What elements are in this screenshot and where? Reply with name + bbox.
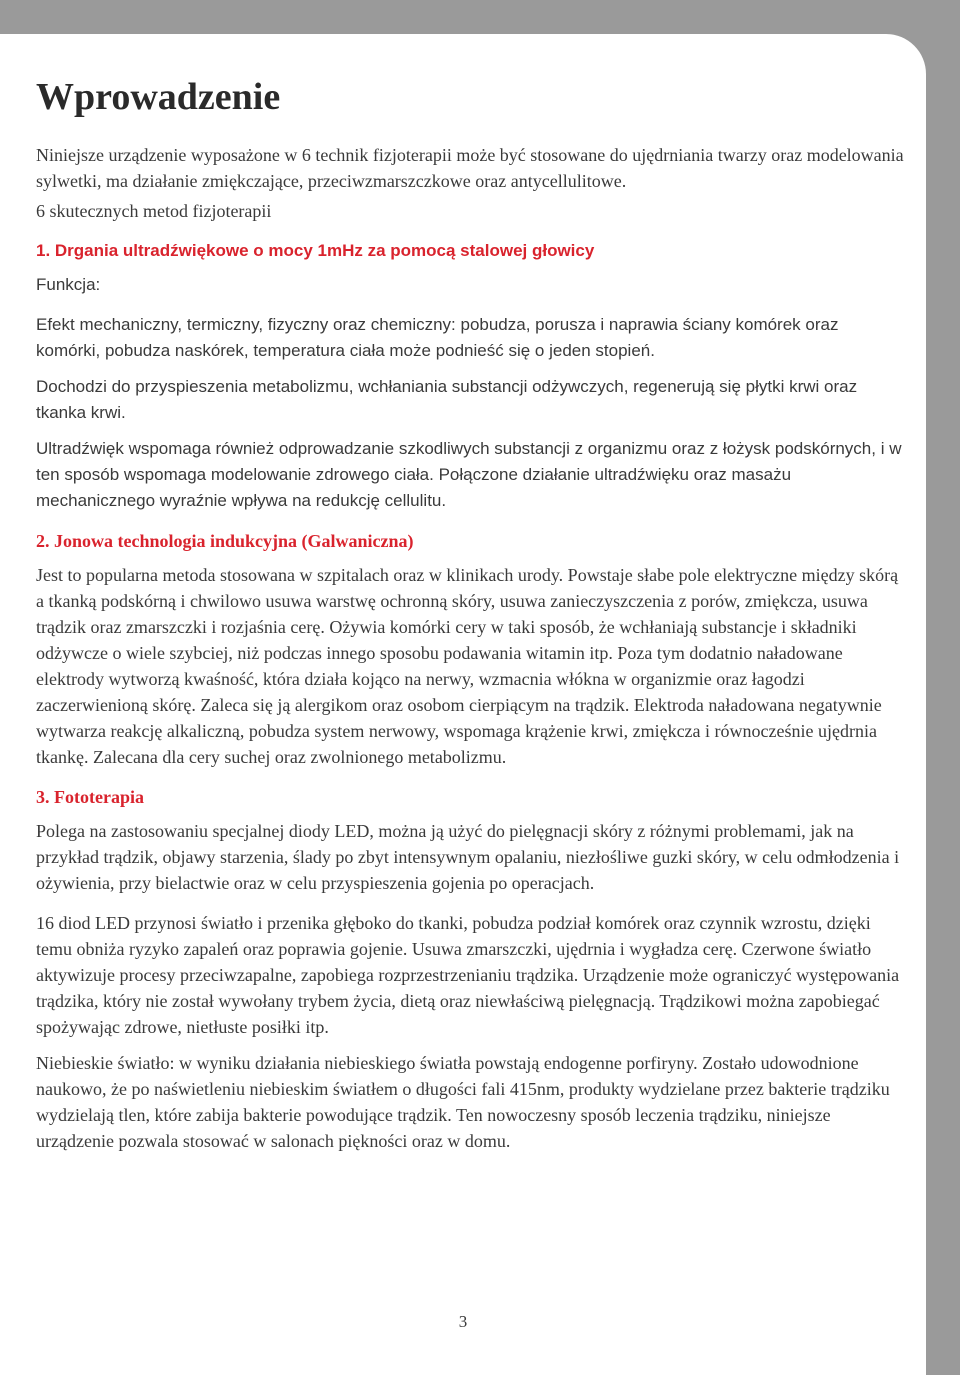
document-page bbox=[0, 34, 926, 1375]
methods-heading: 6 skutecznych metod fizjoterapii bbox=[36, 201, 272, 221]
section1-paragraph-3: Ultradźwięk wspomaga również odprowadzanie szkodliwych substancji z organizmu oraz z łożysk podskórnych, i w ten sposób wspomaga modelowanie zdrowego ciała. Połączone działanie ultradźwięku oraz masażu mechanicznego wyraźnie wpływa na redukcję cellulitu. bbox=[36, 439, 902, 510]
section1-heading: 1. Drgania ultradźwiękowe o mocy 1mHz za pomocą stalowej głowicy bbox=[36, 241, 595, 260]
section2-heading: 2. Jonowa technologia indukcyjna (Galwaniczna) bbox=[36, 531, 414, 551]
section3-paragraph-1: Polega na zastosowaniu specjalnej diody LED, można ją użyć do pielęgnacji skóry z różnymi problemami, jak na przykład trądzik, objawy starzenia, ślady po zbyt intensywnym opalaniu, niezłośliwe guzki skóry, w celu odmłodzenia i ożywienia, przy bielactwie oraz w celu przyspieszenia gojenia po operacjach. bbox=[36, 821, 900, 893]
section2-paragraph-1: Jest to popularna metoda stosowana w szpitalach oraz w klinikach urody. Powstaje słabe pole elektryczne między skórą a tkanką podskórną i chwilowo usuwa warstwę ochronną skóry, usuwa zanieczyszczenia z porów, zmiękcza, usuwa trądzik oraz zmarszczki i rozjaśnia cerę. Ożywia komórki cery w taki sposób, że wchłaniają substancje i składniki odżywcze o wiele szybciej, niż podczas innego sposobu podawania witamin itp. Poza tym dodatnio naładowane elektrody wytworzą kwaśność, która działa kojąco na nerwy, wzmacnia włókna w organizmie oraz łagodzi zaczerwienioną skórę. Zaleca się ją alergikom oraz osobom cierpiącym na trądzik. Elektroda naładowana negatywnie wytwarza reakcję alkaliczną, pobudza system nerwowy, wspomaga krążenie krwi, zmiękcza i równocześnie ujędrnia tkankę. Zalecana dla cery suchej oraz zwolnionego metabolizmu. bbox=[36, 565, 899, 767]
section3-heading: 3. Fototerapia bbox=[36, 787, 144, 807]
section1-function-label: Funkcja: bbox=[36, 275, 101, 294]
section3-paragraph-2: 16 diod LED przynosi światło i przenika głęboko do tkanki, pobudza podział komórek oraz czynnik wzrostu, dzięki temu obniża ryzyko zapaleń oraz poprawia gojenie. Usuwa zmarszczki, ujędrnia i wygładza cerę. Czerwone światło aktywizuje procesy przeciwzapalne, zapobiega rozprzestrzenianiu trądzika. Urządzenie może ograniczyć występowania trądzika, który nie został wywołany trybem życia, dietą oraz niewłaściwą pielęgnacją. Trądzikowi można zapobiegać spożywając zdrowe, nietłuste posiłki itp. bbox=[36, 913, 900, 1037]
page-number: 3 bbox=[458, 1312, 468, 1331]
section1-paragraph-2: Dochodzi do przyspieszenia metabolizmu, wchłaniania substancji odżywczych, regenerują się płytki krwi oraz tkanka krwi. bbox=[36, 377, 858, 422]
page-title: Wprowadzenie bbox=[36, 76, 281, 118]
section3-paragraph-3: Niebieskie światło: w wyniku działania niebieskiego światła powstają endogenne porfiryny. Zostało udowodnione naukowo, że po naświetleniu niebieskim światłem o długości fali 415nm, produkty wydzielane przez bakterie trądziku wydzielają tlen, które zabija bakterie powodujące trądzik. Ten nowoczesny sposób leczenia trądziku, niniejsze urządzenie pozwala stosować w salonach piękności oraz w domu. bbox=[36, 1053, 890, 1151]
section1-paragraph-1: Efekt mechaniczny, termiczny, fizyczny oraz chemiczny: pobudza, porusza i naprawia ściany komórek oraz komórki, pobudza naskórek, temperatura ciała może podnieść się o jeden stopień. bbox=[36, 315, 839, 360]
intro-paragraph: Niniejsze urządzenie wyposażone w 6 technik fizjoterapii może być stosowane do ujędrniania twarzy oraz modelowania sylwetki, ma działanie zmiękczające, przeciwzmarszczkowe oraz antycellulitowe. bbox=[36, 145, 904, 191]
page-content bbox=[36, 74, 906, 1164]
